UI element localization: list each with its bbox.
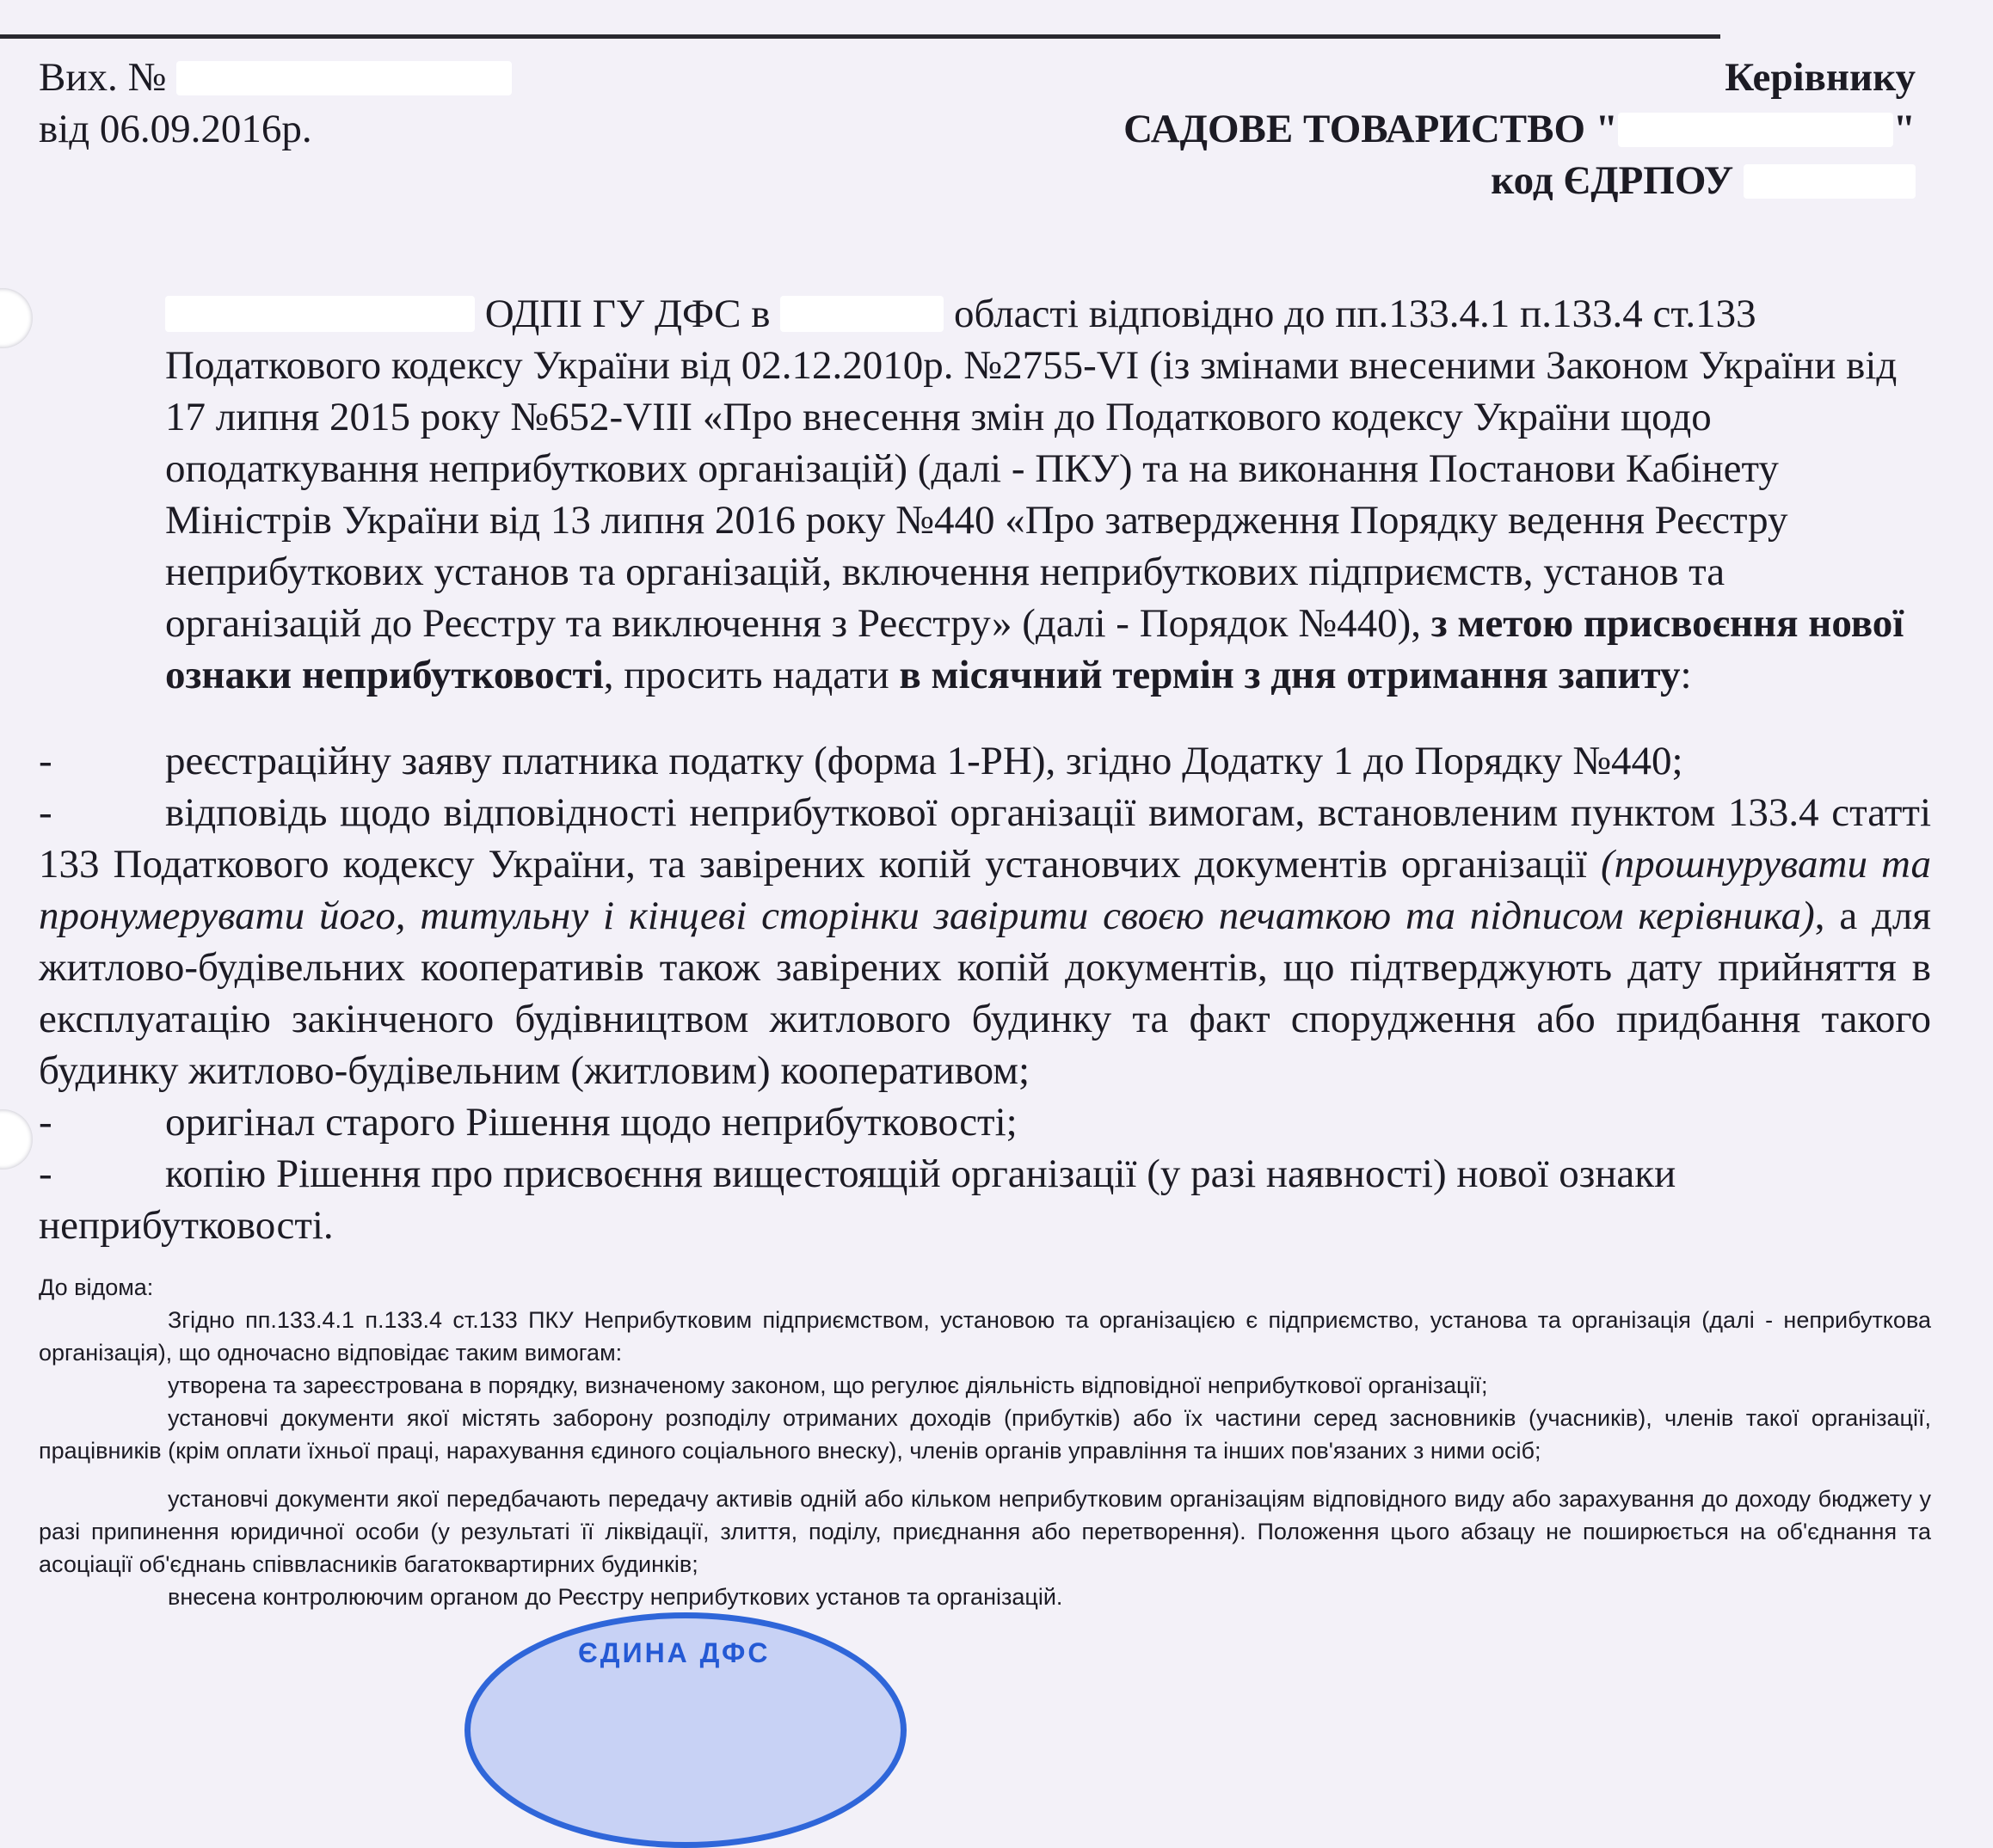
official-stamp <box>464 1612 907 1848</box>
punch-hole <box>0 288 33 348</box>
top-rule <box>0 34 1720 39</box>
redacted-block <box>1744 164 1916 199</box>
intro-paragraph <box>39 288 1931 701</box>
intro-text: , просить надати <box>603 653 889 697</box>
list-item <box>39 1148 1931 1251</box>
intro-emphasis: в місячний термін з дня отримання запиту <box>899 653 1681 697</box>
edrpou-label: код ЄДРПОУ <box>1491 158 1734 203</box>
note-paragraph: внесена контролюючим органом до Реєстру неприбуткових установ та організацій. <box>168 1584 1063 1610</box>
list-item-text: реєстраційну заяву платника податку (форма 1-РН), згідно Додатку 1 до Порядку №440; <box>165 739 1683 783</box>
letter-body <box>39 288 1931 701</box>
recipient-title: Керівнику <box>1725 55 1916 100</box>
note-paragraph: Згідно пп.133.4.1 п.133.4 ст.133 ПКУ Неприбутковим підприємством, установою та організацією є підприємство, установа та організація (далі - неприбуткова організація), що одночасно відповідає таким вимогам: <box>39 1307 1931 1366</box>
list-item-text: оригінал старого Рішення щодо неприбутковості; <box>165 1100 1018 1145</box>
list-item <box>39 735 1931 787</box>
org-name-suffix: " <box>1892 107 1916 151</box>
redacted-block <box>176 61 512 95</box>
request-list <box>39 735 1931 1251</box>
note-heading: До відома: <box>39 1274 154 1300</box>
list-item-text: копію Рішення про присвоєння вищестоящій організації (у разі наявності) нової ознаки неприбутковості. <box>39 1151 1676 1248</box>
note-paragraph: установчі документи якої передбачають передачу активів одній або кільком неприбутковим організаціям відповідного виду або зарахування до доходу бюджету у разі припинення юридичної особи (у результаті її ліквідації, злиття, поділу, приєднання або перетворення). Положення цього абзацу не поширюється на об'єднання та асоціації об'єднань співвласників багатоквартирних будинків; <box>39 1486 1931 1577</box>
list-item-text: , а для житлово-будівельних кооперативів також завірених копій документів, що підтверджують дату прийняття в експлуатацію закінченого будівництвом житлового будинку та факт спорудження або придбання такого будинку житлово-будівельним (житловим) кооперативом; <box>39 893 1931 1093</box>
intro-emphasis: з метою присвоєння нової ознаки неприбутковості <box>165 601 1904 697</box>
redacted-block <box>1618 113 1893 147</box>
intro-text: ОДПІ ГУ ДФС в <box>484 292 771 336</box>
recipient-org <box>1123 103 1916 155</box>
list-item <box>39 1096 1931 1148</box>
outgoing-number-label: Вих. № <box>39 55 167 100</box>
list-bullet: - <box>39 1100 52 1145</box>
list-bullet: - <box>39 1151 52 1196</box>
outgoing-number <box>39 52 512 103</box>
list-bullet: - <box>39 739 52 783</box>
intro-text: : <box>1680 653 1692 697</box>
org-name-prefix: САДОВЕ ТОВАРИСТВО " <box>1123 107 1618 151</box>
note-section <box>39 1271 1931 1613</box>
letter-date: від 06.09.2016р. <box>39 107 312 151</box>
punch-hole <box>0 1109 33 1170</box>
intro-text: області відповідно до пп.133.4.1 п.133.4 ст.133 Податкового кодексу України від 02.12.2010р. №2755-VI (із змінами внесеними Законом України від 17 липня 2015 року №652-VIII «Про внесення змін до Податкового кодексу України щодо оподаткування неприбуткових організацій) (далі - ПКУ) та на виконання Постанови Кабінету Міністрів України від 13 липня 2016 року №440 «Про затвердження Порядку ведення Реєстру неприбуткових установ та організацій, включення неприбуткових підприємств, установ та організацій до Реєстру та виключення з Реєстру» (далі - Порядок №440), <box>165 292 1898 646</box>
list-item-italic-text: (прошнурувати та пронумерувати його, титульну і кінцеві сторінки завірити своєю печаткою та підписом керівника) <box>39 842 1931 938</box>
list-item-text: відповідь щодо відповідності неприбуткової організації вимогам, встановленим пунктом 133.4 статті 133 Податкового кодексу України, та завірених копій установчих документів організації <box>39 790 1931 887</box>
list-bullet: - <box>39 790 52 835</box>
recipient-edrpou <box>1491 155 1916 206</box>
list-item <box>39 787 1931 1096</box>
note-paragraph: установчі документи якої містять заборону розподілу отриманих доходів (прибутків) або їх частини серед засновників (учасників), членів такої організації, працівників (крім оплати їхньої праці, нарахування єдиного соціального внеску), членів органів управління та інших пов'язаних з ними осіб; <box>39 1405 1931 1464</box>
redacted-block <box>780 296 944 332</box>
stamp-text: ЄДИНА ДФС <box>578 1637 771 1668</box>
note-paragraph: утворена та зареєстрована в порядку, визначеному законом, що регулює діяльність відповідної неприбуткової організації; <box>168 1372 1488 1398</box>
redacted-block <box>165 296 475 332</box>
